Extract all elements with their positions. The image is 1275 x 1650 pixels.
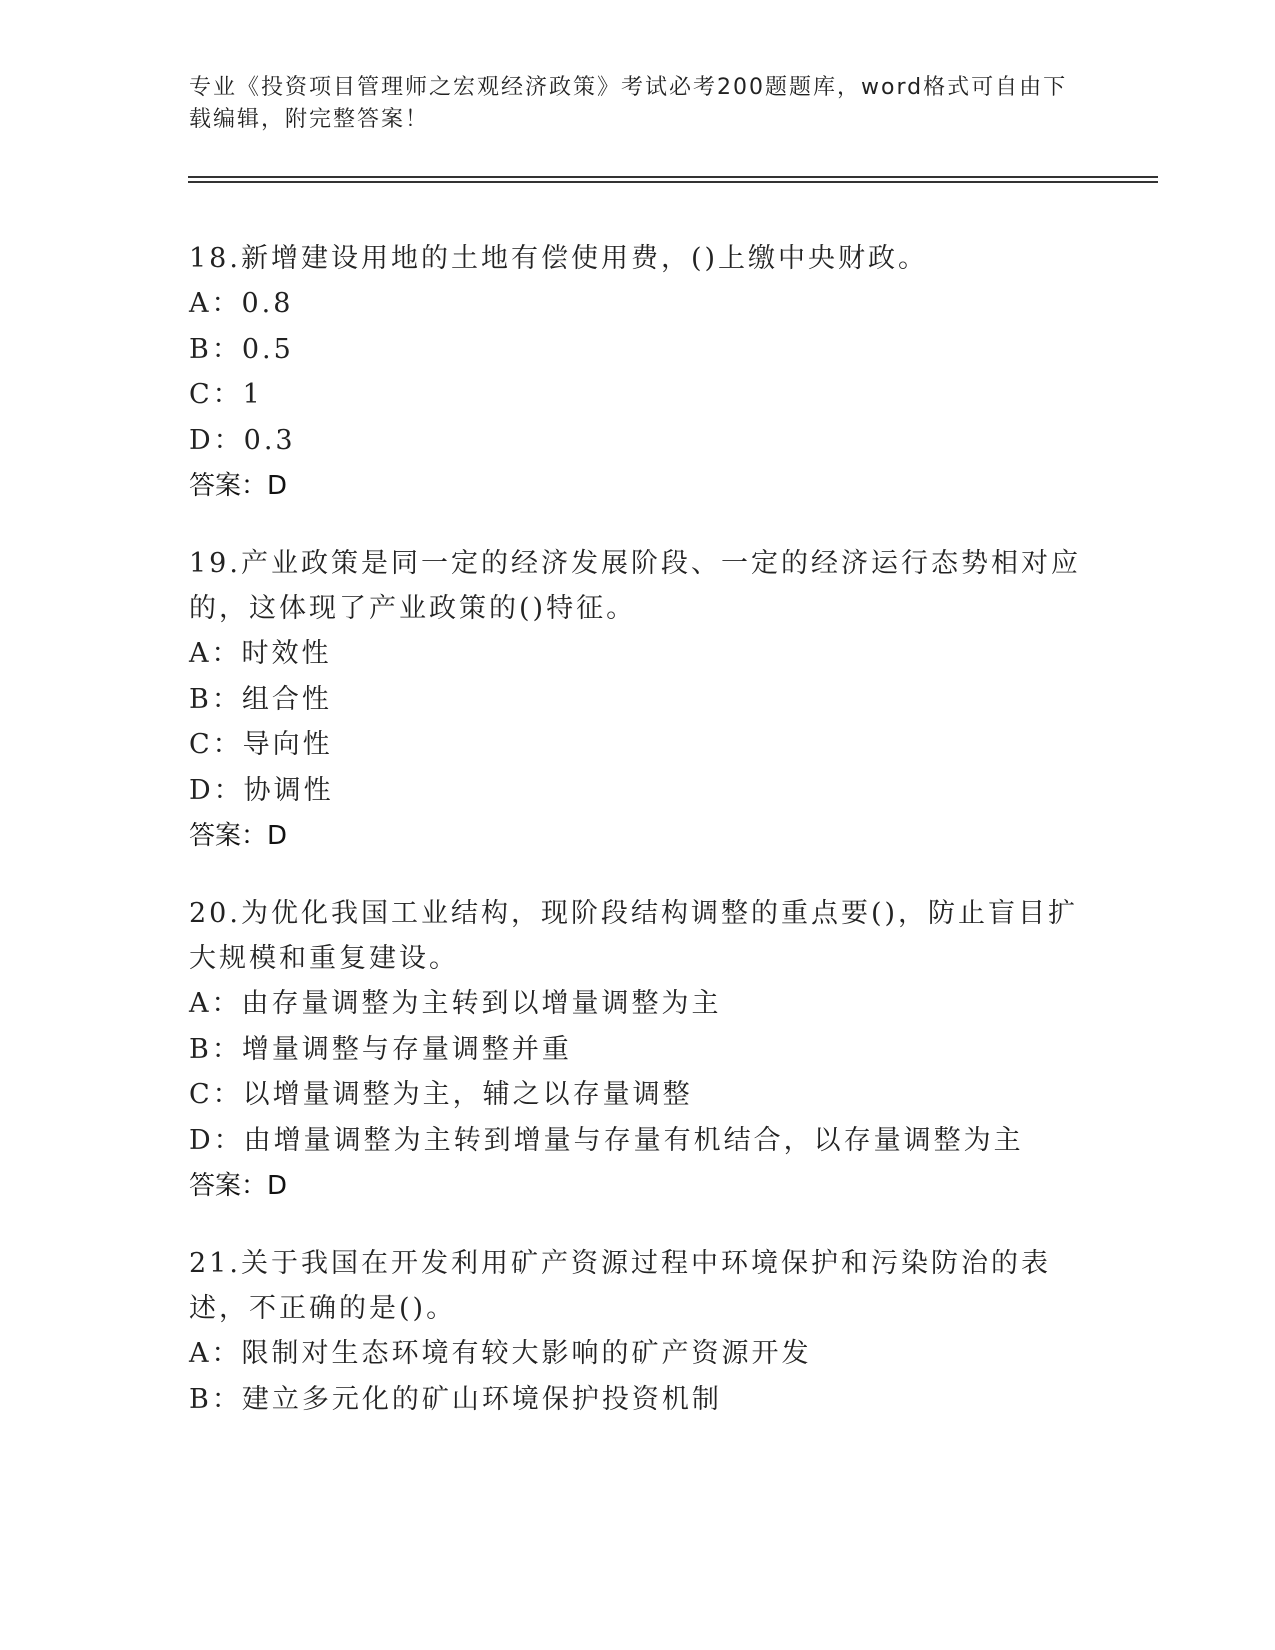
- answer-line: 答案：D: [189, 471, 288, 501]
- header-divider-bottom: [188, 181, 1158, 183]
- header-divider-top: [188, 176, 1158, 178]
- question-20: [189, 891, 1089, 1209]
- option-a: A：限制对生态环境有较大影响的矿产资源开发: [189, 1338, 812, 1369]
- question-stem: 18.新增建设用地的土地有偿使用费，()上缴中央财政。: [189, 243, 929, 274]
- option-c: C：1: [189, 379, 263, 410]
- option-a: A：0.8: [189, 288, 294, 319]
- answer-line: 答案：D: [189, 1171, 288, 1201]
- question-19: [189, 541, 1089, 859]
- option-c: C：以增量调整为主，辅之以存量调整: [189, 1079, 693, 1110]
- option-b: B：建立多元化的矿山环境保护投资机制: [189, 1383, 722, 1415]
- question-21: [189, 1241, 1089, 1422]
- option-b: B：增量调整与存量调整并重: [189, 1033, 572, 1065]
- option-d: D：0.3: [189, 424, 296, 456]
- question-18: [189, 236, 1089, 509]
- option-c: C：导向性: [189, 729, 333, 760]
- document-header: 专业《投资项目管理师之宏观经济政策》考试必考200题题库，word格式可自由下载编辑，附完整答案！: [189, 75, 1068, 132]
- option-d: D：协调性: [189, 774, 334, 806]
- question-stem: 21.关于我国在开发利用矿产资源过程中环境保护和污染防治的表述，不正确的是()。: [189, 1248, 1051, 1324]
- option-a: A：时效性: [189, 638, 332, 669]
- question-stem: 20.为优化我国工业结构，现阶段结构调整的重点要()，防止盲目扩大规模和重复建设。: [189, 898, 1079, 974]
- option-a: A：由存量调整为主转到以增量调整为主: [189, 988, 722, 1019]
- option-b: B：组合性: [189, 683, 332, 715]
- option-d: D：由增量调整为主转到增量与存量有机结合，以存量调整为主: [189, 1124, 1024, 1156]
- option-b: B：0.5: [189, 333, 294, 365]
- question-list: [189, 236, 1089, 1454]
- answer-line: 答案：D: [189, 821, 288, 851]
- question-stem: 19.产业政策是同一定的经济发展阶段、一定的经济运行态势相对应的，这体现了产业政策的()特征。: [189, 548, 1081, 624]
